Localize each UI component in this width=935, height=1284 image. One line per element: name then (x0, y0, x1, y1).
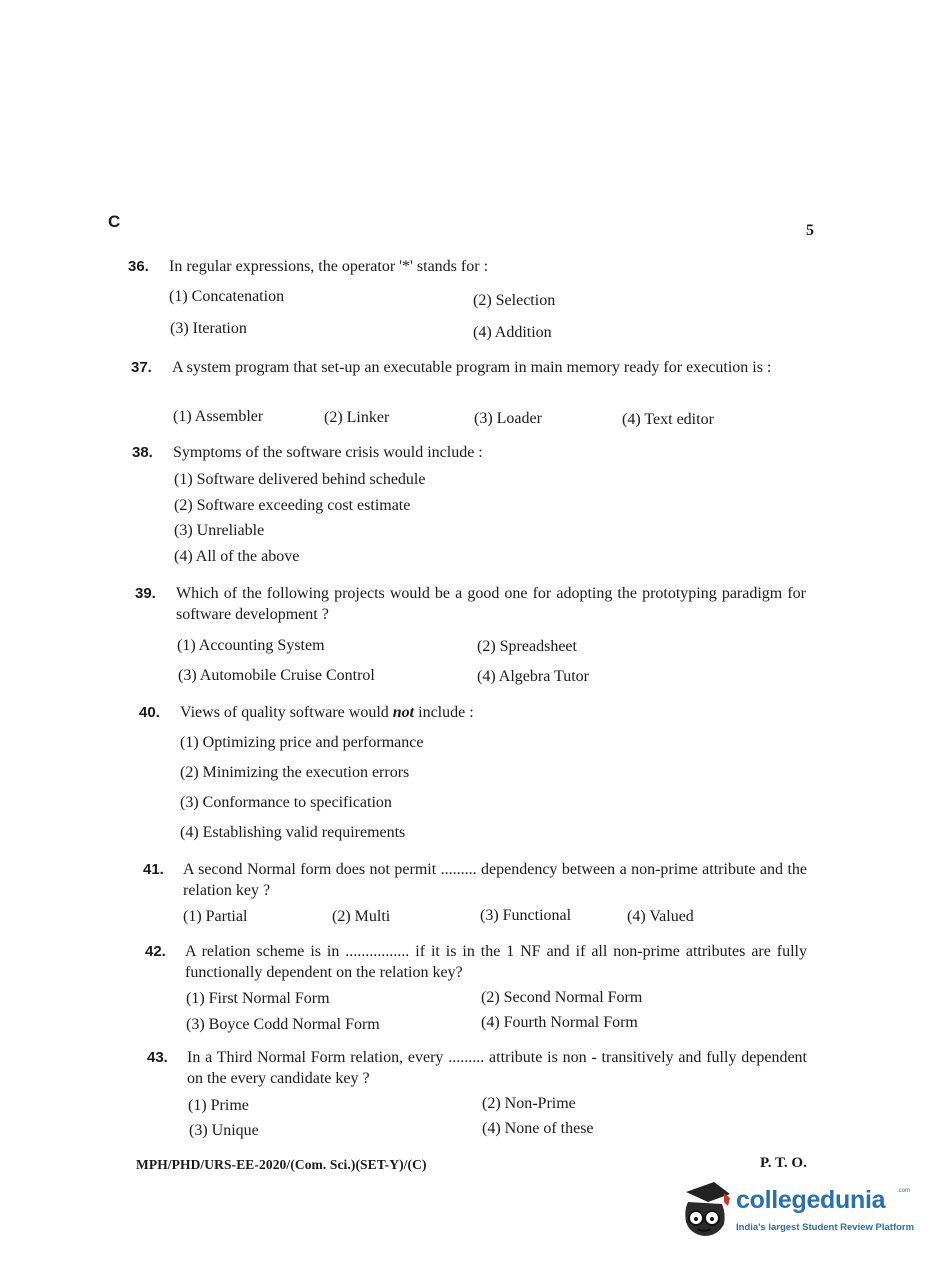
brand-name: collegedunia (736, 1186, 886, 1214)
option-1: (1) Assembler (173, 408, 264, 425)
question-text: Symptoms of the software crisis would include : (173, 444, 483, 461)
pto-label: P. T. O. (760, 1155, 807, 1171)
question-number: 41. (143, 861, 164, 878)
page-number: 5 (806, 222, 814, 239)
option-3: (3) Boyce Codd Normal Form (186, 1016, 380, 1033)
option-3: (3) Unreliable (174, 522, 265, 539)
question-number: 40. (139, 704, 160, 721)
option-4: (4) None of these (482, 1120, 594, 1137)
question-text: Views of quality software would not include : (180, 704, 474, 721)
question-text: Which of the following projects would be a good one for adopting the prototyping paradigm for software development ? (176, 585, 806, 623)
option-4: (4) Algebra Tutor (477, 668, 589, 685)
option-2: (2) Non-Prime (482, 1095, 576, 1112)
option-1: (1) Partial (183, 908, 248, 925)
question-number: 36. (128, 258, 149, 275)
option-2: (2) Software exceeding cost estimate (174, 497, 411, 514)
option-2: (2) Spreadsheet (477, 638, 577, 655)
brand-suffix: .com (897, 1188, 911, 1194)
brand-tagline: India's largest Student Review Platform (736, 1222, 915, 1233)
question-text: A relation scheme is in ................ if it is in the 1 NF and if all non-prime attributes are fully functionally dependent on the relation key? (185, 943, 807, 981)
question-text: A system program that set-up an executable program in main memory ready for execution is : (172, 359, 772, 376)
option-1: (1) Concatenation (169, 288, 285, 305)
option-4: (4) Addition (473, 324, 552, 341)
option-2: (2) Selection (473, 292, 556, 309)
option-4: (4) Fourth Normal Form (481, 1014, 638, 1031)
option-4: (4) All of the above (174, 548, 300, 565)
question-text: In a Third Normal Form relation, every ......... attribute is non - transitively and fully dependent on the every candidate key ? (187, 1049, 807, 1087)
question-number: 43. (147, 1049, 168, 1066)
option-2: (2) Minimizing the execution errors (180, 764, 410, 781)
option-4: (4) Valued (627, 908, 694, 925)
option-3: (3) Iteration (170, 320, 247, 337)
question-number: 38. (132, 444, 153, 461)
mascot-icon (678, 1180, 734, 1242)
option-4: (4) Establishing valid requirements (180, 824, 406, 841)
collegedunia-logo (678, 1180, 915, 1242)
option-1: (1) Prime (188, 1097, 249, 1114)
option-3: (3) Automobile Cruise Control (178, 667, 375, 684)
option-3: (3) Conformance to specification (180, 794, 392, 811)
option-4: (4) Text editor (622, 411, 714, 428)
option-2: (2) Linker (324, 409, 390, 426)
option-1: (1) Software delivered behind schedule (174, 471, 426, 488)
question-text: In regular expressions, the operator '*' stands for : (169, 258, 489, 275)
option-2: (2) Multi (332, 908, 391, 925)
question-text: A second Normal form does not permit ......... dependency between a non-prime attribute and the relation key ? (183, 861, 807, 899)
option-3: (3) Functional (480, 907, 572, 924)
set-letter: C (108, 212, 121, 231)
option-3: (3) Unique (189, 1122, 259, 1139)
question-number: 39. (135, 585, 156, 602)
option-1: (1) First Normal Form (186, 990, 330, 1007)
option-3: (3) Loader (474, 410, 542, 427)
question-number: 37. (131, 359, 152, 376)
option-2: (2) Second Normal Form (481, 989, 643, 1006)
option-1: (1) Optimizing price and performance (180, 734, 424, 751)
option-1: (1) Accounting System (177, 637, 325, 654)
paper-code: MPH/PHD/URS-EE-2020/(Com. Sci.)(SET-Y)/(C) (136, 1157, 427, 1172)
emphasis-not: not (392, 704, 415, 721)
question-number: 42. (145, 943, 166, 960)
